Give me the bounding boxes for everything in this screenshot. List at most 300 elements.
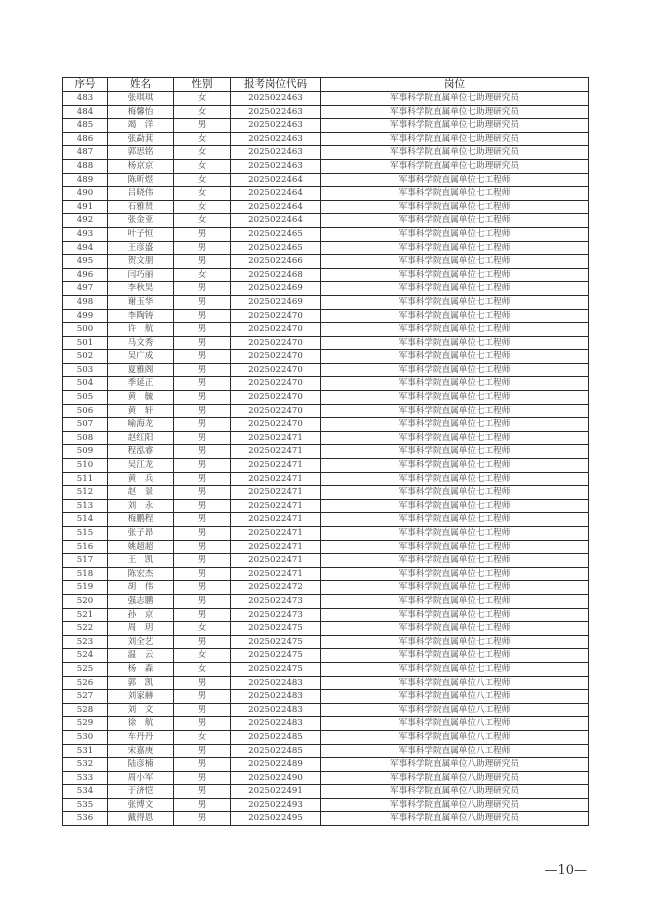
cell-position: 军事科学院直属单位八助理研究员 xyxy=(321,758,589,772)
cell-position: 军事科学院直属单位七工程师 xyxy=(321,445,589,459)
cell-name: 叶子恒 xyxy=(108,227,174,241)
cell-name: 郭 凯 xyxy=(108,676,174,690)
cell-gender: 男 xyxy=(174,418,231,432)
cell-serial-number: 487 xyxy=(63,146,108,160)
cell-position: 军事科学院直属单位八工程师 xyxy=(321,703,589,717)
cell-position: 军事科学院直属单位七工程师 xyxy=(321,581,589,595)
cell-position: 军事科学院直属单位七工程师 xyxy=(321,622,589,636)
table-row xyxy=(63,459,589,473)
cell-gender: 男 xyxy=(174,241,231,255)
cell-gender: 男 xyxy=(174,255,231,269)
cell-position-code: 2025022473 xyxy=(231,594,321,608)
cell-gender: 女 xyxy=(174,662,231,676)
table-row xyxy=(63,363,589,377)
cell-gender: 男 xyxy=(174,812,231,826)
cell-name: 刘全艺 xyxy=(108,635,174,649)
table-row xyxy=(63,771,589,785)
cell-position: 军事科学院直属单位七工程师 xyxy=(321,323,589,337)
cell-position-code: 2025022485 xyxy=(231,730,321,744)
cell-position: 军事科学院直属单位七工程师 xyxy=(321,513,589,527)
cell-serial-number: 519 xyxy=(63,581,108,595)
cell-gender: 男 xyxy=(174,323,231,337)
header-row xyxy=(63,78,589,92)
table-row xyxy=(63,404,589,418)
cell-position: 军事科学院直属单位七助理研究员 xyxy=(321,159,589,173)
cell-name: 于济恺 xyxy=(108,785,174,799)
cell-gender: 男 xyxy=(174,554,231,568)
cell-position-code: 2025022464 xyxy=(231,173,321,187)
cell-position-code: 2025022463 xyxy=(231,132,321,146)
cell-position-code: 2025022470 xyxy=(231,350,321,364)
cell-position: 军事科学院直属单位七工程师 xyxy=(321,472,589,486)
cell-position: 军事科学院直属单位七助理研究员 xyxy=(321,92,589,106)
table-row xyxy=(63,323,589,337)
table-row xyxy=(63,513,589,527)
cell-position: 军事科学院直属单位七工程师 xyxy=(321,255,589,269)
cell-serial-number: 526 xyxy=(63,676,108,690)
cell-gender: 女 xyxy=(174,159,231,173)
cell-position: 军事科学院直属单位七助理研究员 xyxy=(321,132,589,146)
table-row xyxy=(63,200,589,214)
table-row xyxy=(63,187,589,201)
cell-name: 赵 景 xyxy=(108,486,174,500)
cell-position: 军事科学院直属单位七助理研究员 xyxy=(321,105,589,119)
cell-gender: 男 xyxy=(174,744,231,758)
cell-gender: 男 xyxy=(174,758,231,772)
table-row xyxy=(63,472,589,486)
cell-position-code: 2025022470 xyxy=(231,309,321,323)
cell-serial-number: 529 xyxy=(63,717,108,731)
cell-position-code: 2025022489 xyxy=(231,758,321,772)
cell-position: 军事科学院直属单位七工程师 xyxy=(321,214,589,228)
cell-position-code: 2025022464 xyxy=(231,187,321,201)
cell-gender: 男 xyxy=(174,581,231,595)
cell-position: 军事科学院直属单位七工程师 xyxy=(321,527,589,541)
cell-name: 季延正 xyxy=(108,377,174,391)
table-row xyxy=(63,798,589,812)
cell-serial-number: 496 xyxy=(63,268,108,282)
cell-name: 周小军 xyxy=(108,771,174,785)
cell-position-code: 2025022469 xyxy=(231,282,321,296)
cell-serial-number: 500 xyxy=(63,323,108,337)
cell-position-code: 2025022469 xyxy=(231,295,321,309)
table-row xyxy=(63,540,589,554)
cell-name: 张子昂 xyxy=(108,527,174,541)
cell-position-code: 2025022470 xyxy=(231,363,321,377)
cell-position-code: 2025022470 xyxy=(231,336,321,350)
cell-position-code: 2025022471 xyxy=(231,459,321,473)
cell-position-code: 2025022493 xyxy=(231,798,321,812)
cell-gender: 男 xyxy=(174,350,231,364)
cell-name: 黄 轩 xyxy=(108,404,174,418)
cell-gender: 女 xyxy=(174,92,231,106)
table-row xyxy=(63,717,589,731)
cell-position: 军事科学院直属单位七工程师 xyxy=(321,241,589,255)
cell-position-code: 2025022465 xyxy=(231,241,321,255)
cell-position-code: 2025022470 xyxy=(231,377,321,391)
cell-gender: 男 xyxy=(174,594,231,608)
table-row xyxy=(63,159,589,173)
cell-gender: 女 xyxy=(174,132,231,146)
cell-position: 军事科学院直属单位七工程师 xyxy=(321,486,589,500)
cell-position-code: 2025022471 xyxy=(231,499,321,513)
cell-position: 军事科学院直属单位七工程师 xyxy=(321,608,589,622)
cell-position: 军事科学院直属单位七工程师 xyxy=(321,173,589,187)
cell-name: 王 凯 xyxy=(108,554,174,568)
table-row xyxy=(63,445,589,459)
cell-position-code: 2025022471 xyxy=(231,513,321,527)
cell-position: 军事科学院直属单位七工程师 xyxy=(321,499,589,513)
cell-position: 军事科学院直属单位七工程师 xyxy=(321,227,589,241)
header-position: 岗位 xyxy=(321,78,589,92)
table-row xyxy=(63,241,589,255)
table-row xyxy=(63,581,589,595)
cell-gender: 男 xyxy=(174,608,231,622)
cell-serial-number: 513 xyxy=(63,499,108,513)
table-row xyxy=(63,268,589,282)
cell-name: 程泓睿 xyxy=(108,445,174,459)
cell-position-code: 2025022490 xyxy=(231,771,321,785)
cell-serial-number: 492 xyxy=(63,214,108,228)
cell-gender: 女 xyxy=(174,730,231,744)
cell-position: 军事科学院直属单位七工程师 xyxy=(321,662,589,676)
cell-name: 姚超超 xyxy=(108,540,174,554)
table-row xyxy=(63,594,589,608)
cell-gender: 男 xyxy=(174,363,231,377)
cell-name: 张勐萁 xyxy=(108,132,174,146)
cell-position-code: 2025022475 xyxy=(231,649,321,663)
cell-serial-number: 521 xyxy=(63,608,108,622)
cell-serial-number: 530 xyxy=(63,730,108,744)
cell-position: 军事科学院直属单位八助理研究员 xyxy=(321,798,589,812)
cell-position-code: 2025022471 xyxy=(231,527,321,541)
header-serial-number: 序号 xyxy=(63,78,108,92)
cell-position-code: 2025022475 xyxy=(231,622,321,636)
cell-position: 军事科学院直属单位七工程师 xyxy=(321,282,589,296)
cell-serial-number: 508 xyxy=(63,431,108,445)
table-row xyxy=(63,527,589,541)
cell-gender: 男 xyxy=(174,377,231,391)
cell-gender: 男 xyxy=(174,499,231,513)
cell-position-code: 2025022464 xyxy=(231,200,321,214)
table-row xyxy=(63,690,589,704)
cell-name: 宋嘉庚 xyxy=(108,744,174,758)
cell-gender: 女 xyxy=(174,214,231,228)
cell-gender: 女 xyxy=(174,268,231,282)
table-row xyxy=(63,635,589,649)
cell-gender: 女 xyxy=(174,649,231,663)
cell-gender: 男 xyxy=(174,717,231,731)
table-row xyxy=(63,554,589,568)
table-row xyxy=(63,282,589,296)
cell-position: 军事科学院直属单位七工程师 xyxy=(321,200,589,214)
cell-position: 军事科学院直属单位七工程师 xyxy=(321,391,589,405)
cell-position: 军事科学院直属单位七工程师 xyxy=(321,540,589,554)
cell-position-code: 2025022483 xyxy=(231,717,321,731)
cell-serial-number: 515 xyxy=(63,527,108,541)
table-row xyxy=(63,255,589,269)
cell-position-code: 2025022470 xyxy=(231,391,321,405)
cell-name: 许 航 xyxy=(108,323,174,337)
cell-position: 军事科学院直属单位八工程师 xyxy=(321,717,589,731)
cell-position: 军事科学院直属单位七工程师 xyxy=(321,295,589,309)
cell-serial-number: 528 xyxy=(63,703,108,717)
cell-name: 喻海龙 xyxy=(108,418,174,432)
cell-name: 吴江龙 xyxy=(108,459,174,473)
cell-serial-number: 522 xyxy=(63,622,108,636)
cell-gender: 男 xyxy=(174,472,231,486)
cell-serial-number: 524 xyxy=(63,649,108,663)
cell-name: 李陶铸 xyxy=(108,309,174,323)
cell-name: 杨京京 xyxy=(108,159,174,173)
cell-name: 吴广成 xyxy=(108,350,174,364)
cell-position-code: 2025022466 xyxy=(231,255,321,269)
cell-name: 马文秀 xyxy=(108,336,174,350)
cell-serial-number: 503 xyxy=(63,363,108,377)
cell-position-code: 2025022471 xyxy=(231,431,321,445)
cell-position-code: 2025022483 xyxy=(231,703,321,717)
cell-serial-number: 488 xyxy=(63,159,108,173)
table-row xyxy=(63,662,589,676)
cell-name: 车丹丹 xyxy=(108,730,174,744)
table-row xyxy=(63,132,589,146)
cell-serial-number: 531 xyxy=(63,744,108,758)
header-position-code: 报考岗位代码 xyxy=(231,78,321,92)
cell-position: 军事科学院直属单位七工程师 xyxy=(321,459,589,473)
cell-gender: 男 xyxy=(174,404,231,418)
cell-serial-number: 484 xyxy=(63,105,108,119)
table-row xyxy=(63,744,589,758)
table-row xyxy=(63,622,589,636)
cell-name: 陆彦楠 xyxy=(108,758,174,772)
cell-gender: 男 xyxy=(174,798,231,812)
cell-name: 梅鹏程 xyxy=(108,513,174,527)
table-row xyxy=(63,119,589,133)
cell-position: 军事科学院直属单位七工程师 xyxy=(321,418,589,432)
cell-name: 石雅贤 xyxy=(108,200,174,214)
cell-position-code: 2025022471 xyxy=(231,567,321,581)
cell-serial-number: 536 xyxy=(63,812,108,826)
cell-position-code: 2025022470 xyxy=(231,418,321,432)
cell-serial-number: 514 xyxy=(63,513,108,527)
cell-position-code: 2025022471 xyxy=(231,554,321,568)
cell-position-code: 2025022463 xyxy=(231,146,321,160)
cell-position: 军事科学院直属单位七工程师 xyxy=(321,567,589,581)
cell-serial-number: 520 xyxy=(63,594,108,608)
cell-serial-number: 533 xyxy=(63,771,108,785)
table-row xyxy=(63,730,589,744)
cell-position: 军事科学院直属单位八工程师 xyxy=(321,730,589,744)
cell-serial-number: 512 xyxy=(63,486,108,500)
cell-name: 梅馨怡 xyxy=(108,105,174,119)
cell-serial-number: 494 xyxy=(63,241,108,255)
cell-position-code: 2025022468 xyxy=(231,268,321,282)
header-gender: 性别 xyxy=(174,78,231,92)
page-number: —10— xyxy=(544,863,587,878)
table-row xyxy=(63,146,589,160)
table-header xyxy=(63,78,589,92)
cell-gender: 男 xyxy=(174,445,231,459)
cell-serial-number: 517 xyxy=(63,554,108,568)
cell-name: 刘 永 xyxy=(108,499,174,513)
cell-serial-number: 534 xyxy=(63,785,108,799)
cell-position-code: 2025022475 xyxy=(231,662,321,676)
table-row xyxy=(63,336,589,350)
cell-gender: 男 xyxy=(174,676,231,690)
table-row xyxy=(63,812,589,826)
cell-position-code: 2025022491 xyxy=(231,785,321,799)
cell-name: 王彦盛 xyxy=(108,241,174,255)
cell-gender: 男 xyxy=(174,282,231,296)
cell-name: 孙 京 xyxy=(108,608,174,622)
table-row xyxy=(63,785,589,799)
cell-name: 李秋昊 xyxy=(108,282,174,296)
cell-position: 军事科学院直属单位七工程师 xyxy=(321,431,589,445)
page-footer xyxy=(0,863,650,878)
table-row xyxy=(63,499,589,513)
cell-name: 周 玥 xyxy=(108,622,174,636)
cell-serial-number: 505 xyxy=(63,391,108,405)
cell-name: 贺文朋 xyxy=(108,255,174,269)
cell-serial-number: 511 xyxy=(63,472,108,486)
table-row xyxy=(63,92,589,106)
cell-gender: 男 xyxy=(174,513,231,527)
cell-serial-number: 483 xyxy=(63,92,108,106)
cell-position-code: 2025022470 xyxy=(231,323,321,337)
cell-gender: 女 xyxy=(174,105,231,119)
cell-serial-number: 489 xyxy=(63,173,108,187)
cell-position-code: 2025022463 xyxy=(231,105,321,119)
cell-serial-number: 510 xyxy=(63,459,108,473)
cell-position: 军事科学院直属单位七工程师 xyxy=(321,268,589,282)
cell-name: 刘 文 xyxy=(108,703,174,717)
cell-name: 夏雅阁 xyxy=(108,363,174,377)
table-row xyxy=(63,105,589,119)
cell-gender: 男 xyxy=(174,459,231,473)
cell-gender: 男 xyxy=(174,527,231,541)
cell-gender: 女 xyxy=(174,187,231,201)
table-row xyxy=(63,295,589,309)
cell-serial-number: 504 xyxy=(63,377,108,391)
cell-gender: 男 xyxy=(174,635,231,649)
cell-serial-number: 535 xyxy=(63,798,108,812)
cell-position: 军事科学院直属单位七工程师 xyxy=(321,363,589,377)
cell-serial-number: 525 xyxy=(63,662,108,676)
cell-gender: 男 xyxy=(174,690,231,704)
cell-name: 张博文 xyxy=(108,798,174,812)
cell-position: 军事科学院直属单位八助理研究员 xyxy=(321,771,589,785)
cell-name: 刘家赫 xyxy=(108,690,174,704)
cell-name: 陈昕煜 xyxy=(108,173,174,187)
cell-gender: 女 xyxy=(174,146,231,160)
cell-position-code: 2025022465 xyxy=(231,227,321,241)
cell-name: 强志鹏 xyxy=(108,594,174,608)
cell-serial-number: 516 xyxy=(63,540,108,554)
cell-position: 军事科学院直属单位七工程师 xyxy=(321,350,589,364)
cell-position-code: 2025022471 xyxy=(231,540,321,554)
cell-gender: 男 xyxy=(174,295,231,309)
cell-position: 军事科学院直属单位七助理研究员 xyxy=(321,119,589,133)
cell-name: 杨 森 xyxy=(108,662,174,676)
table-row xyxy=(63,486,589,500)
cell-name: 陈宏杰 xyxy=(108,567,174,581)
cell-name: 竭 洋 xyxy=(108,119,174,133)
table-row xyxy=(63,703,589,717)
cell-position: 军事科学院直属单位七工程师 xyxy=(321,649,589,663)
table-row xyxy=(63,391,589,405)
cell-position: 军事科学院直属单位七工程师 xyxy=(321,187,589,201)
cell-serial-number: 518 xyxy=(63,567,108,581)
table-row xyxy=(63,350,589,364)
cell-position: 军事科学院直属单位七工程师 xyxy=(321,377,589,391)
cell-name: 赵红阳 xyxy=(108,431,174,445)
cell-name: 黄 兵 xyxy=(108,472,174,486)
table-row xyxy=(63,214,589,228)
cell-position-code: 2025022470 xyxy=(231,404,321,418)
cell-position: 军事科学院直属单位七工程师 xyxy=(321,309,589,323)
table-row xyxy=(63,418,589,432)
cell-position: 军事科学院直属单位七工程师 xyxy=(321,594,589,608)
candidate-table xyxy=(62,77,589,826)
table-row xyxy=(63,377,589,391)
cell-position-code: 2025022485 xyxy=(231,744,321,758)
cell-position: 军事科学院直属单位八助理研究员 xyxy=(321,812,589,826)
cell-gender: 男 xyxy=(174,336,231,350)
cell-name: 郭思铭 xyxy=(108,146,174,160)
table-row xyxy=(63,227,589,241)
cell-position: 军事科学院直属单位八助理研究员 xyxy=(321,785,589,799)
cell-gender: 男 xyxy=(174,391,231,405)
cell-position: 军事科学院直属单位七助理研究员 xyxy=(321,146,589,160)
cell-position-code: 2025022471 xyxy=(231,486,321,500)
cell-name: 张琪琪 xyxy=(108,92,174,106)
table-row xyxy=(63,676,589,690)
cell-serial-number: 499 xyxy=(63,309,108,323)
cell-position: 军事科学院直属单位八工程师 xyxy=(321,744,589,758)
table-row xyxy=(63,173,589,187)
cell-gender: 男 xyxy=(174,567,231,581)
cell-position-code: 2025022471 xyxy=(231,472,321,486)
cell-position-code: 2025022471 xyxy=(231,445,321,459)
cell-position-code: 2025022483 xyxy=(231,676,321,690)
cell-name: 谢玉华 xyxy=(108,295,174,309)
cell-gender: 男 xyxy=(174,431,231,445)
cell-gender: 男 xyxy=(174,227,231,241)
table-body xyxy=(63,92,589,826)
cell-serial-number: 523 xyxy=(63,635,108,649)
table-row xyxy=(63,758,589,772)
cell-position-code: 2025022473 xyxy=(231,608,321,622)
cell-position-code: 2025022463 xyxy=(231,92,321,106)
cell-position-code: 2025022472 xyxy=(231,581,321,595)
cell-serial-number: 491 xyxy=(63,200,108,214)
cell-name: 胡 伟 xyxy=(108,581,174,595)
cell-position: 军事科学院直属单位七工程师 xyxy=(321,554,589,568)
cell-serial-number: 507 xyxy=(63,418,108,432)
table-row xyxy=(63,431,589,445)
cell-serial-number: 509 xyxy=(63,445,108,459)
cell-position: 军事科学院直属单位七工程师 xyxy=(321,336,589,350)
cell-serial-number: 501 xyxy=(63,336,108,350)
cell-name: 张金亚 xyxy=(108,214,174,228)
cell-gender: 男 xyxy=(174,540,231,554)
table-row xyxy=(63,567,589,581)
cell-name: 温 云 xyxy=(108,649,174,663)
table-row xyxy=(63,649,589,663)
table-row xyxy=(63,608,589,622)
cell-gender: 男 xyxy=(174,771,231,785)
cell-serial-number: 502 xyxy=(63,350,108,364)
